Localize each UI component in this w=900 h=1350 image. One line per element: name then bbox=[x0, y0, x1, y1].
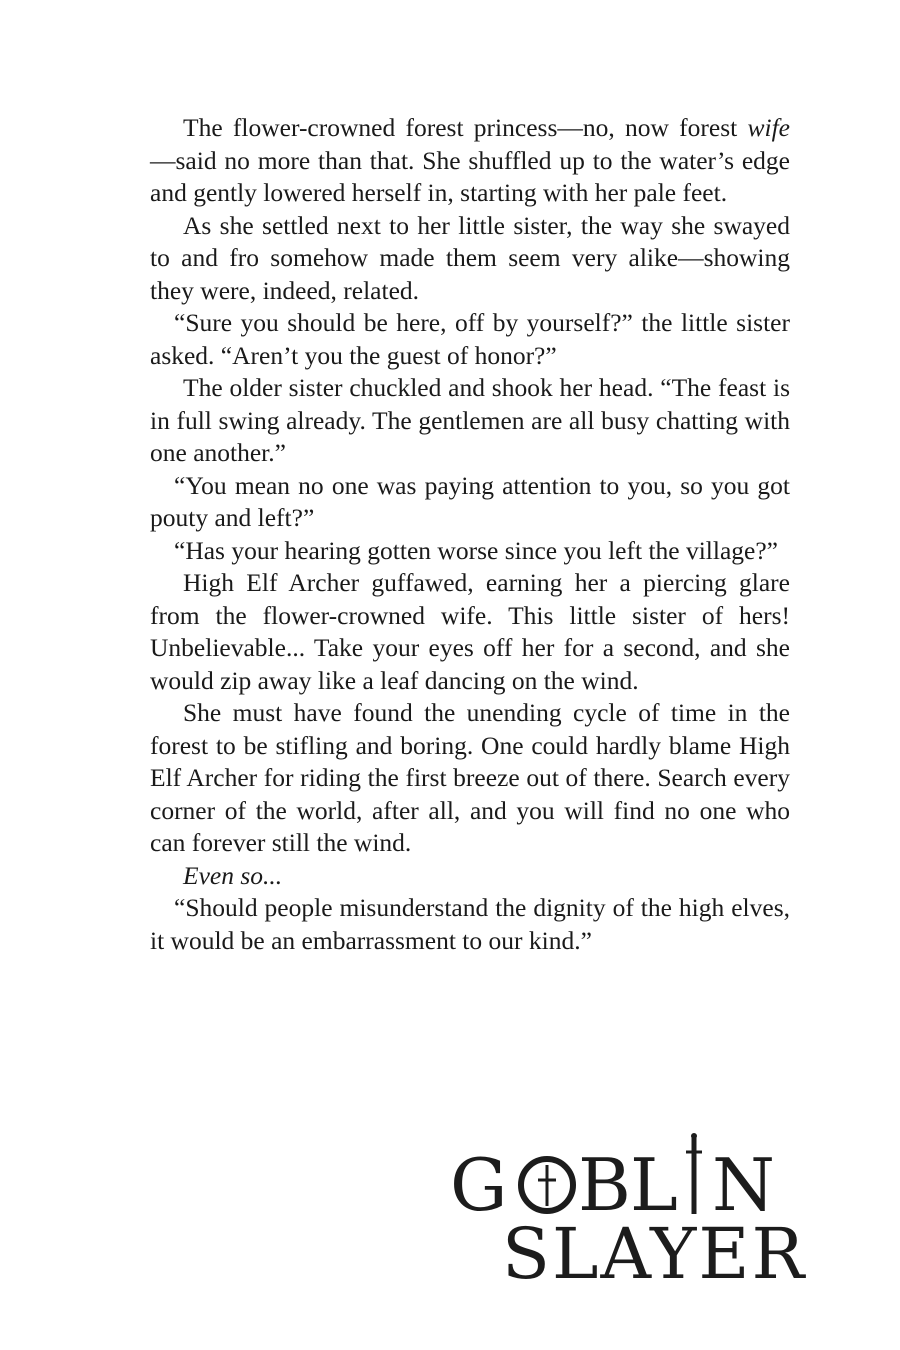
paragraph-4: The older sister chuckled and shook her head. “The feast is in full swing already. The gentlemen are all busy chatting with one another.” bbox=[150, 373, 790, 467]
page-text bbox=[150, 112, 790, 957]
svg-text:L: L bbox=[630, 1143, 678, 1227]
paragraph-6: “Has your hearing gotten worse since you left the village?” bbox=[174, 535, 778, 565]
paragraph-1-end: —said no more than that. She shuffled up to the water’s edge and gently lowered herself in, starting with her pale feet. bbox=[150, 145, 790, 207]
paragraph-1-emphasis: wife bbox=[747, 113, 790, 142]
paragraph-10: “Should people misunderstand the dignity of the high elves, it would be an embarrassment to our kind.” bbox=[150, 893, 790, 955]
paragraph-8: She must have found the unending cycle of time in the forest to be stifling and boring. One could hardly blame High Elf Archer for riding the first breeze out of there. Search every corner of the world, after all, and you will find no one who can forever still the wind. bbox=[150, 698, 790, 857]
goblin-slayer-logo bbox=[450, 1130, 820, 1290]
paragraph-9 bbox=[150, 860, 790, 893]
paragraph-2: As she settled next to her little sister, the way she swayed to and fro somehow made them seem very alike—showing they were, indeed, related. bbox=[150, 210, 790, 305]
svg-text:B: B bbox=[578, 1143, 631, 1227]
paragraph-3: “Sure you should be here, off by yourself?” the little sister asked. “Aren’t you the guest of honor?” bbox=[150, 308, 790, 370]
paragraph-7: High Elf Archer guffawed, earning her a piercing glare from the flower-crowned wife. This little sister of hers! Unbelievable... Take your eyes off her for a second, and she would zip away like a leaf dancing on the wind. bbox=[150, 568, 790, 695]
paragraph-1-start: The flower-crowned forest princess—no, now forest bbox=[183, 113, 748, 142]
paragraph-1 bbox=[150, 112, 790, 210]
paragraph-5: “You mean no one was paying attention to you, so you got pouty and left?” bbox=[150, 470, 790, 532]
svg-text:N: N bbox=[712, 1143, 775, 1227]
logo-line-1: G bbox=[450, 1143, 510, 1227]
paragraph-9-emphasis: Even so... bbox=[183, 860, 283, 890]
logo-line-2: SLAYER bbox=[502, 1213, 807, 1290]
